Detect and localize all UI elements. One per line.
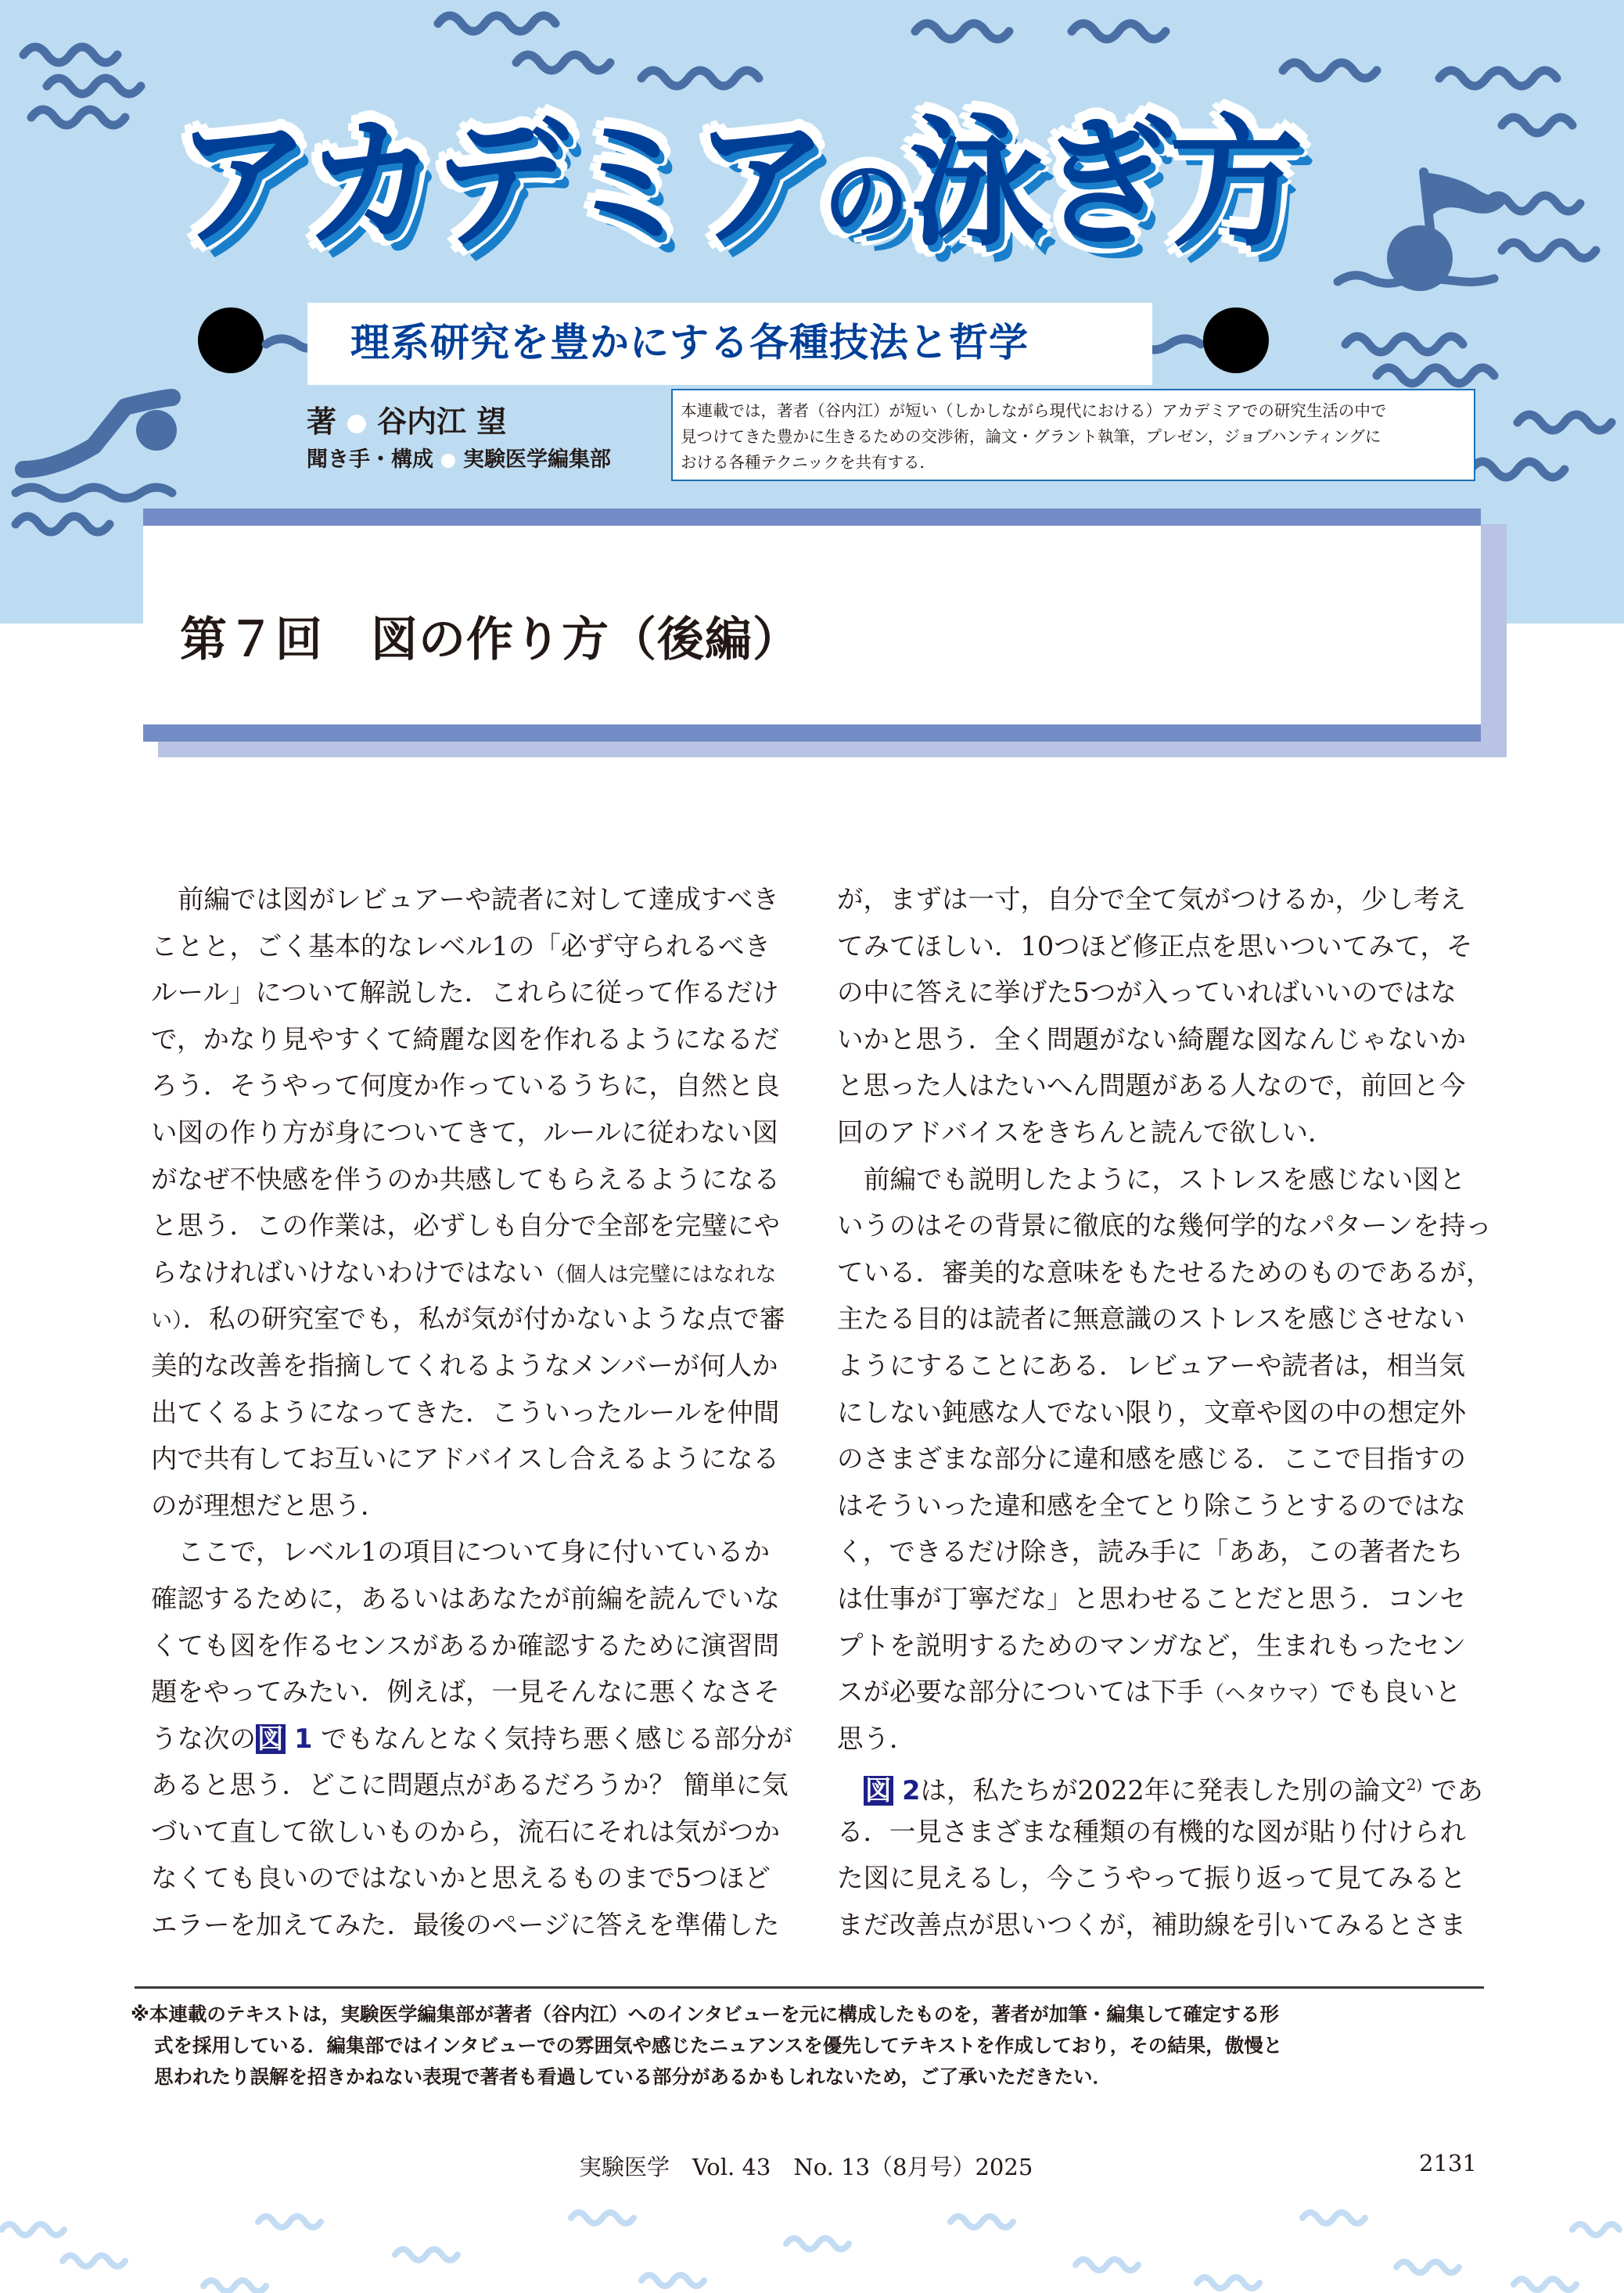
wave-icon (1396, 2262, 1459, 2273)
footnote-line: 思われたり誤解を招きかねない表現で著者も看過している部分があるかもしれないため，ご了承いただきたい． (154, 2065, 1112, 2088)
body-text: でも良いと (1330, 1677, 1461, 1708)
series-title-main: アカデミア (175, 100, 824, 266)
body-text: らなければいけないわけではない (151, 1256, 544, 1288)
body-text: であ (1430, 1775, 1483, 1806)
author-label: 著 (307, 404, 337, 439)
body-line (837, 1762, 1483, 1809)
bullet-dot (347, 415, 366, 433)
body-line: の中に答えに挙げた5つが入っていればいいのではな (837, 977, 1457, 1008)
body-aside: い） (151, 1309, 183, 1334)
wave-icon (1267, 39, 1624, 156)
wave-icon (571, 2212, 634, 2223)
body-line: ここで，レベル1の項目について身に付いているか (178, 1536, 770, 1568)
wave-icon (641, 2275, 704, 2286)
wave-icon (203, 2280, 266, 2291)
body-text: ．私の研究室でも，私が気が付かないような点で審 (182, 1303, 785, 1335)
body-line (151, 1716, 793, 1763)
figure-1-link[interactable] (256, 1723, 312, 1754)
body-line: 思う． (837, 1723, 916, 1754)
wave-icon (900, 0, 1197, 70)
wave-icon (2, 2224, 64, 2235)
body-line: あると思う．どこに問題点があるだろうか？ 簡単に気 (151, 1770, 789, 1801)
body-line: 確認するために，あるいはあなたが前編を読んでいな (151, 1583, 780, 1614)
body-line: 主たる目的は読者に無意識のストレスを感じさせない (837, 1303, 1465, 1335)
figure-number: 2 (902, 1775, 921, 1806)
body-text: でもなんとなく気持ち悪く感じる部分が (321, 1723, 793, 1754)
footnote-line: 式を採用している．編集部ではインタビューでの雰囲気や感じたニュアンスを優先してテキストを作成しており，その結果，傲慢と (154, 2034, 1283, 2057)
body-line: い図の作り方が身についてきて，ルールに従わない図 (151, 1116, 778, 1148)
bullet-dot (441, 454, 455, 468)
body-line: ようにすることにある．レビュアーや読者は，相当気 (837, 1350, 1465, 1381)
life-ring-icon (1134, 286, 1291, 395)
body-line: くても図を作るセンスがあるか確認するために演習問 (151, 1630, 779, 1661)
body-line: いうのはその背景に徹底的な幾何学的なパターンを持っ (837, 1210, 1492, 1242)
wave-icon (1514, 2279, 1576, 2290)
body-column-left (151, 876, 793, 1949)
figure-kanji: 図 (257, 1723, 284, 1754)
wave-icon (1197, 2277, 1259, 2288)
body-line: く，できるだけ除き，読み手に「ああ，この著者たち (837, 1536, 1464, 1568)
body-line: た図に見えるし，今こうやって振り返って見てみると (837, 1863, 1466, 1894)
body-line: まだ改善点が思いつくが，補助線を引いてみるとさま (837, 1910, 1466, 1941)
body-aside: （個人は完璧にはなれな (544, 1262, 777, 1287)
body-line: 前編では図がレビュアーや読者に対して達成すべき (178, 884, 779, 915)
body-line: ている．審美的な意味をもたせるためのものであるが， (837, 1256, 1493, 1288)
body-text: は，私たちが2022年に発表した別の論文 (920, 1775, 1407, 1806)
body-line: づいて直して欲しいものから，流石にそれは気がつか (151, 1816, 780, 1847)
footnote-line: ※本連載のテキストは，実験医学編集部が著者（谷内江）へのインタビューを元に構成したものを，著者が加筆・編集して確定する形 (131, 2003, 1279, 2025)
series-intro-box (671, 389, 1475, 481)
figure-kanji: 図 (865, 1775, 892, 1806)
wave-icon (63, 2255, 125, 2266)
body-line: は仕事が丁寧だな」と思わせることだと思う．コンセ (837, 1583, 1466, 1614)
bottom-wave-decoration (0, 2198, 1624, 2293)
body-line: てみてほしい．10つほど修正点を思いついてみて，そ (837, 930, 1473, 961)
wave-icon (1572, 2224, 1619, 2235)
body-line: で，かなり見やすくて綺麗な図を作れるようになるだ (151, 1023, 780, 1055)
episode-title: 第７回 図の作り方（後編） (180, 613, 800, 667)
interviewer-name: 実験医学編集部 (463, 447, 611, 472)
intro-line: 見つけてきた豊かに生きるための交渉術，論文・グラント執筆，プレゼン，ジョブハンティングに (681, 427, 1381, 446)
interviewer-byline (307, 442, 611, 473)
body-line: はそういった違和感を全てとり除こうとするのではな (837, 1490, 1466, 1521)
body-line: がなぜ不快感を伴うのか共感してもらえるようになる (151, 1163, 780, 1195)
body-line: る．一見さまざまな種類の有機的な図が貼り付けられ (837, 1816, 1466, 1847)
intro-line: 本連載では，著者（谷内江）が短い（しかしながら現代における）アカデミアでの研究生活の中で (681, 401, 1387, 420)
body-line: 内で共有してお互いにアドバイスし合えるようになる (151, 1443, 779, 1475)
interviewer-label: 聞き手・構成 (307, 447, 433, 472)
figure-2-link[interactable] (864, 1775, 920, 1806)
wave-icon (0, 501, 156, 555)
wave-icon (1076, 2259, 1138, 2270)
wave-icon (950, 2216, 1013, 2227)
body-line: ことと，ごく基本的なレベル1の「必ず守られるべき (151, 930, 771, 961)
body-line (837, 1669, 1475, 1716)
intro-line: おける各種テクニックを共有する． (681, 453, 936, 472)
body-line: ろう．そうやって何度か作っているうちに，自然と良 (151, 1070, 780, 1102)
body-line (151, 1296, 789, 1342)
wave-icon (1302, 2212, 1365, 2223)
body-text: スが必要な部分については下手 (837, 1677, 1204, 1708)
series-title-end: 泳ぎ方 (909, 100, 1299, 266)
body-line: にしない鈍感な人でない限り，文章や図の中の想定外 (837, 1396, 1466, 1428)
author-byline (307, 397, 506, 440)
body-line: のさまざまな部分に違和感を感じる．ここで目指すの (837, 1443, 1466, 1475)
body-line: ルール」について解説した．これらに従って作るだけ (151, 977, 779, 1008)
body-line: が，まずは一寸，自分で全て気がつけるか，少し考え (837, 884, 1466, 915)
page-number: 2131 (1419, 2150, 1477, 2176)
body-column-right (837, 876, 1493, 1949)
wave-icon (786, 2238, 849, 2249)
swimmer-icon (8, 376, 235, 509)
wave-icon (258, 2216, 321, 2227)
body-line: いかと思う．全く問題がない綺麗な図なんじゃないか (837, 1023, 1466, 1055)
series-logo (175, 100, 1299, 266)
journal-citation: 実験医学 Vol. 43 No. 13（8月号）2025 (579, 2154, 1033, 2180)
series-title-no: の (823, 148, 910, 254)
body-line: なくても良いのではないかと思えるものまで5つほど (151, 1863, 771, 1894)
editorial-footnote (131, 1999, 1488, 2093)
body-line: と思った人はたいへん問題がある人なので，前回と今 (837, 1070, 1466, 1102)
body-line: と思う．この作業は，必ずしも自分で全部を完璧にや (151, 1210, 780, 1242)
footnote-divider (135, 1986, 1484, 1989)
body-line: のが理想だと思う． (151, 1490, 387, 1521)
body-line: 回のアドバイスをきちんと読んで欲しい． (837, 1116, 1335, 1148)
author-name: 谷内江 望 (377, 404, 507, 439)
figure-number: 1 (294, 1723, 313, 1754)
body-line: 前編でも説明したように，ストレスを感じない図と (864, 1163, 1466, 1195)
series-subtitle: 理系研究を豊かにする各種技法と哲学 (350, 320, 1029, 365)
body-line: 題をやってみたい．例えば，一見そんなに悪くなさそ (151, 1677, 780, 1708)
body-line: 美的な改善を指摘してくれるようなメンバーが何人か (151, 1350, 778, 1381)
citation-ref[interactable]: 2) (1406, 1775, 1423, 1795)
body-aside: （ヘタウマ） (1203, 1682, 1331, 1707)
wave-icon (395, 2249, 458, 2260)
body-line: プトを説明するためのマンガなど，生まれもったセン (837, 1630, 1466, 1661)
body-line (151, 1249, 789, 1296)
body-line: エラーを加えてみた．最後のページに答えを準備した (151, 1910, 780, 1941)
body-text: うな次の (151, 1723, 256, 1754)
buoy-flag-icon (1330, 156, 1533, 305)
body-line: 出てくるようになってきた．こういったルールを仲間 (151, 1396, 780, 1428)
